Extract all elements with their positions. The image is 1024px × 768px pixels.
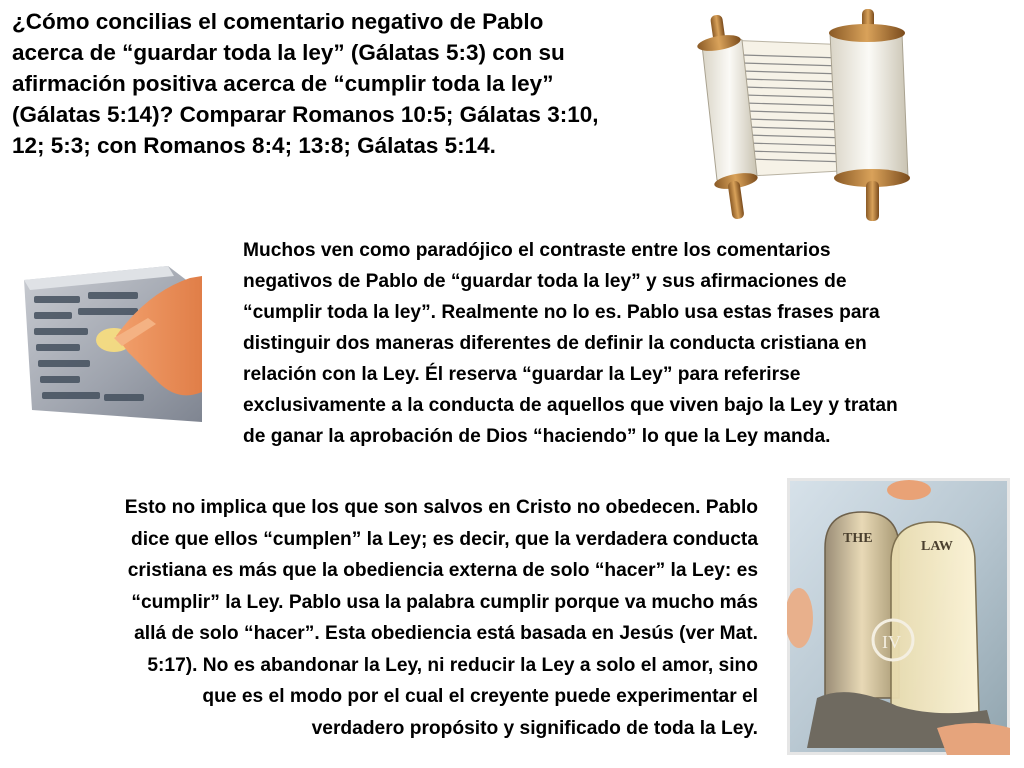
- question-heading: ¿Cómo concilias el comentario negativo de Pablo acerca de “guardar toda la ley” (Gálatas 5:3) con su afirmación positiva acerca de “cumplir toda la ley” (Gálatas 5:14)? Comparar Romanos 10:5; Gálatas 3:10, 12; 5:3; con Romanos 8:4; 13:8; Gálatas 5:14.: [12, 9, 599, 158]
- law-tablet-word-law: LAW: [921, 539, 953, 554]
- stone-tablet-hand-image: [18, 262, 206, 422]
- law-tablet-word-the: THE: [843, 531, 873, 546]
- torah-scroll-image: [662, 5, 924, 227]
- paragraph-keep-the-law: Muchos ven como paradójico el contraste entre los comentarios negativos de Pablo de “guardar toda la ley” y sus afirmaciones de “cumplir toda la ley”. Realmente no lo es. Pablo usa estas frases para distinguir dos maneras diferentes de definir la conducta cristiana en relación con la Ley. Él reserva “guardar la Ley” para referirse exclusivamente a la conducta de aquellos que viven bajo la Ley y tratan de ganar la aprobación de Dios “haciendo” lo que la Ley manda.: [243, 240, 898, 447]
- law-tablet-numeral: IV: [882, 632, 901, 652]
- ten-commandments-tablets-image: [787, 478, 1010, 755]
- paragraph-fulfill-the-law: Esto no implica que los que son salvos en Cristo no obedecen. Pablo dice que ellos “cumplen” la Ley; es decir, que la verdadera conducta cristiana es más que la obediencia externa de solo “hacer” la Ley: es “cumplir” la Ley. Pablo usa la palabra cumplir porque va mucho más allá de solo “hacer”. Esta obediencia está basada en Jesús (ver Mat. 5:17). No es abandonar la Ley, ni reducir la Ley a solo el amor, sino que es el modo por el cual el creyente puede experimentar el verdadero propósito y significado de toda la Ley.: [124, 497, 758, 739]
